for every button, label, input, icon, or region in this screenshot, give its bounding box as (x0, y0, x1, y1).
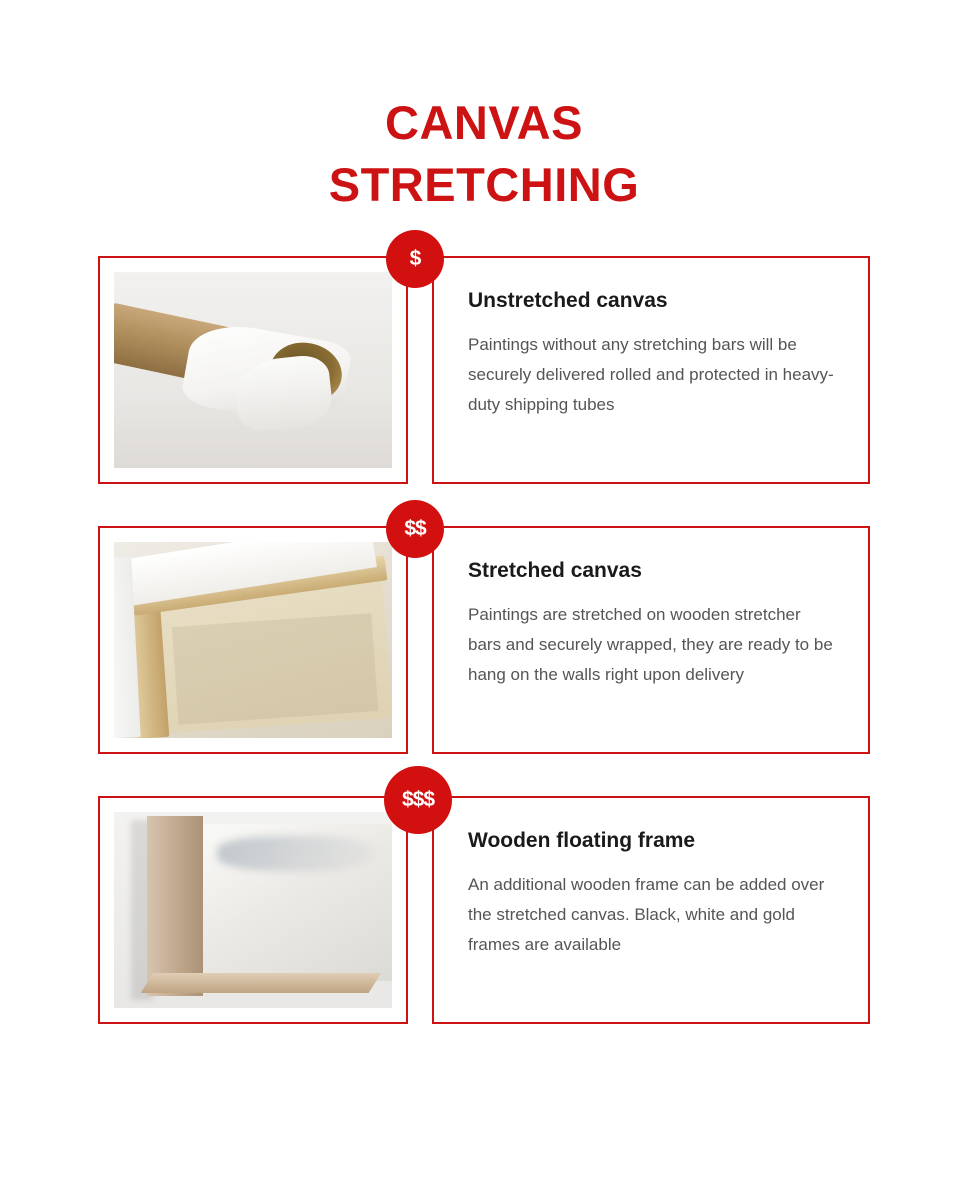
stretched-canvas-image (114, 542, 392, 738)
page-title (0, 0, 968, 216)
page-title-line-2: STRETCHING (328, 158, 640, 211)
option-title-unstretched: Unstretched canvas (468, 289, 668, 312)
options-list (0, 247, 968, 1024)
price-badge-unstretched: $ (386, 230, 444, 288)
option-text-card-unstretched (432, 256, 870, 484)
option-description-unstretched: Paintings without any stretching bars will be securely delivered rolled and protected in heavy-duty shipping tubes (468, 335, 834, 414)
rolled-canvas-tube-image (114, 272, 392, 468)
option-title-floating-frame: Wooden floating frame (468, 829, 696, 852)
list-item (98, 247, 870, 484)
page-title-line-1: CANVAS (385, 96, 583, 149)
wood-frame-bottom-shape (141, 973, 381, 993)
price-badge-floating-frame: $$$ (384, 766, 452, 834)
canvas-shadow-shape (172, 614, 379, 726)
option-text-card-floating-frame (432, 796, 870, 1024)
option-image-card-floating-frame (98, 788, 435, 1024)
list-item (98, 517, 870, 754)
framed-canvas-shape (197, 824, 392, 981)
option-description-stretched: Paintings are stretched on wooden stretcher bars and securely wrapped, they are ready to be hang on the walls right upon delivery (468, 605, 833, 684)
list-item (98, 788, 870, 1024)
option-title-stretched: Stretched canvas (468, 559, 642, 582)
wood-frame-edge-shape (147, 816, 203, 996)
price-badge-stretched: $$ (386, 500, 444, 558)
wooden-floating-frame-image (114, 812, 392, 1008)
option-text-card-stretched (432, 526, 870, 754)
option-description-floating-frame: An additional wooden frame can be added over the stretched canvas. Black, white and gold frames are available (468, 875, 825, 954)
option-image-card-stretched (98, 517, 426, 754)
option-image-card-unstretched (98, 247, 421, 484)
